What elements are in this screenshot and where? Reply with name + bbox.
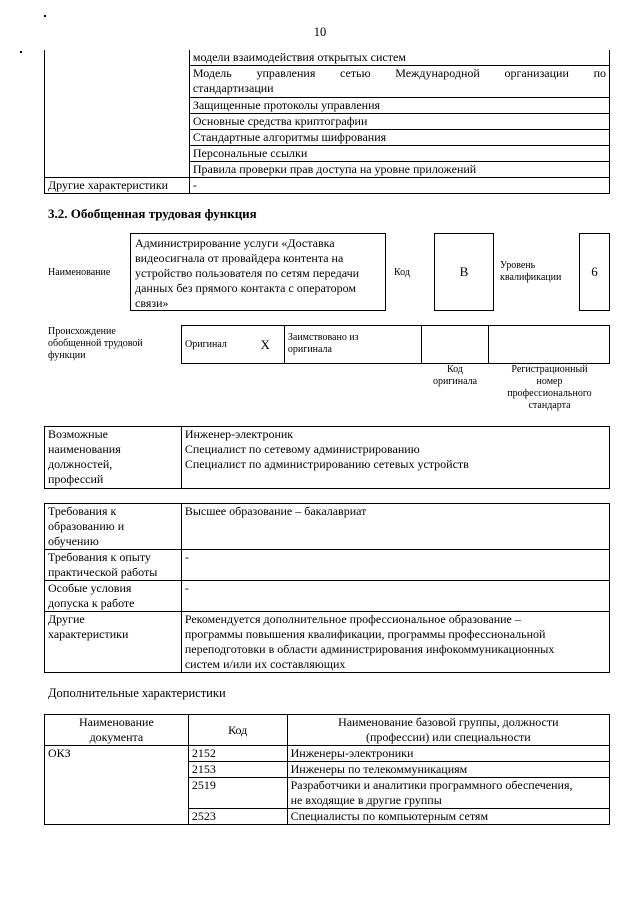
original-code-caption: Код оригинала <box>432 364 478 387</box>
special-conditions-label: Особые условия допуска к работе <box>45 581 182 612</box>
okz-name: Инженеры по телекоммуникациям <box>287 762 609 778</box>
qualification-level-box: 6 <box>579 233 610 311</box>
name-label: Наименование <box>48 267 111 278</box>
okz-code: 2152 <box>188 746 287 762</box>
scan-mark <box>20 51 22 53</box>
knowledge-item: модели взаимодействия открытых систем <box>189 50 609 66</box>
additional-table <box>44 714 610 825</box>
experience-requirements-value: - <box>181 550 609 581</box>
other-characteristics-label: Другие характеристики <box>45 178 190 194</box>
knowledge-item: Персональные ссылки <box>189 146 609 162</box>
knowledge-item: Стандартные алгоритмы шифрования <box>189 130 609 146</box>
section-title: 3.2. Обобщенная трудовая функция <box>48 206 257 221</box>
okz-code: 2523 <box>188 809 287 825</box>
knowledge-table <box>44 50 610 194</box>
positions-values: Инженер-электроник Специалист по сетевому администрированию Специалист по администрированию сетевых устройств <box>181 427 609 489</box>
code-value-box: B <box>434 233 494 311</box>
document-name-cell: ОКЗ <box>45 746 189 825</box>
scan-mark <box>44 15 46 17</box>
positions-label: Возможные наименования должностей, профессий <box>45 427 182 489</box>
knowledge-item: Правила проверки прав доступа на уровне приложений <box>189 162 609 178</box>
okz-name: Специалисты по компьютерным сетям <box>287 809 609 825</box>
okz-name: Инженеры-электроники <box>287 746 609 762</box>
function-name-box: Администрирование услуги «Доставка видеосигнала от провайдера контента на устройство пользователя по сетям передачи данных без прямого контакта с оператором связи» <box>130 233 386 311</box>
header-code: Код <box>188 715 287 746</box>
education-requirements-label: Требования к образованию и обучению <box>45 504 182 550</box>
experience-requirements-label: Требования к опыту практической работы <box>45 550 182 581</box>
knowledge-item: Защищенные протоколы управления <box>189 98 609 114</box>
other-characteristics-value: Рекомендуется дополнительное профессиональное образование – программы повышения квалификации, программы профессиональной переподготовки в области администрирования инфокоммуникационных систем и/или их составляющих <box>181 612 609 673</box>
header-group-name: Наименование базовой группы, должности (профессии) или специальности <box>287 715 609 746</box>
page-number: 10 <box>313 25 327 39</box>
registration-number-caption: Регистрационный номер профессионального стандарта <box>507 364 592 411</box>
code-label: Код <box>394 267 410 278</box>
special-conditions-value: - <box>181 581 609 612</box>
qualification-level-label: Уровень квалификации <box>500 260 562 283</box>
borrowed-option: Заимствовано из оригинала <box>284 326 421 364</box>
knowledge-item: Основные средства криптографии <box>189 114 609 130</box>
knowledge-item: Модель управления сетью Международной организации по стандартизации <box>189 66 609 98</box>
registration-number-cell <box>489 326 610 364</box>
requirements-table <box>44 503 610 673</box>
original-code-cell <box>421 326 489 364</box>
education-requirements-value: Высшее образование – бакалавриат <box>181 504 609 550</box>
original-mark: X <box>246 326 284 364</box>
additional-title: Дополнительные характеристики <box>48 686 226 700</box>
other-characteristics-label: Другие характеристики <box>45 612 182 673</box>
origin-table <box>181 325 610 364</box>
other-characteristics-value: - <box>189 178 609 194</box>
original-option: Оригинал <box>182 326 247 364</box>
origin-label: Происхождение обобщенной трудовой функции <box>48 326 143 361</box>
okz-name: Разработчики и аналитики программного обеспечения, не входящие в другие группы <box>287 778 609 809</box>
okz-code: 2519 <box>188 778 287 809</box>
okz-code: 2153 <box>188 762 287 778</box>
positions-table <box>44 426 610 489</box>
header-document-name: Наименование документа <box>45 715 189 746</box>
knowledge-label-cell <box>45 50 190 178</box>
